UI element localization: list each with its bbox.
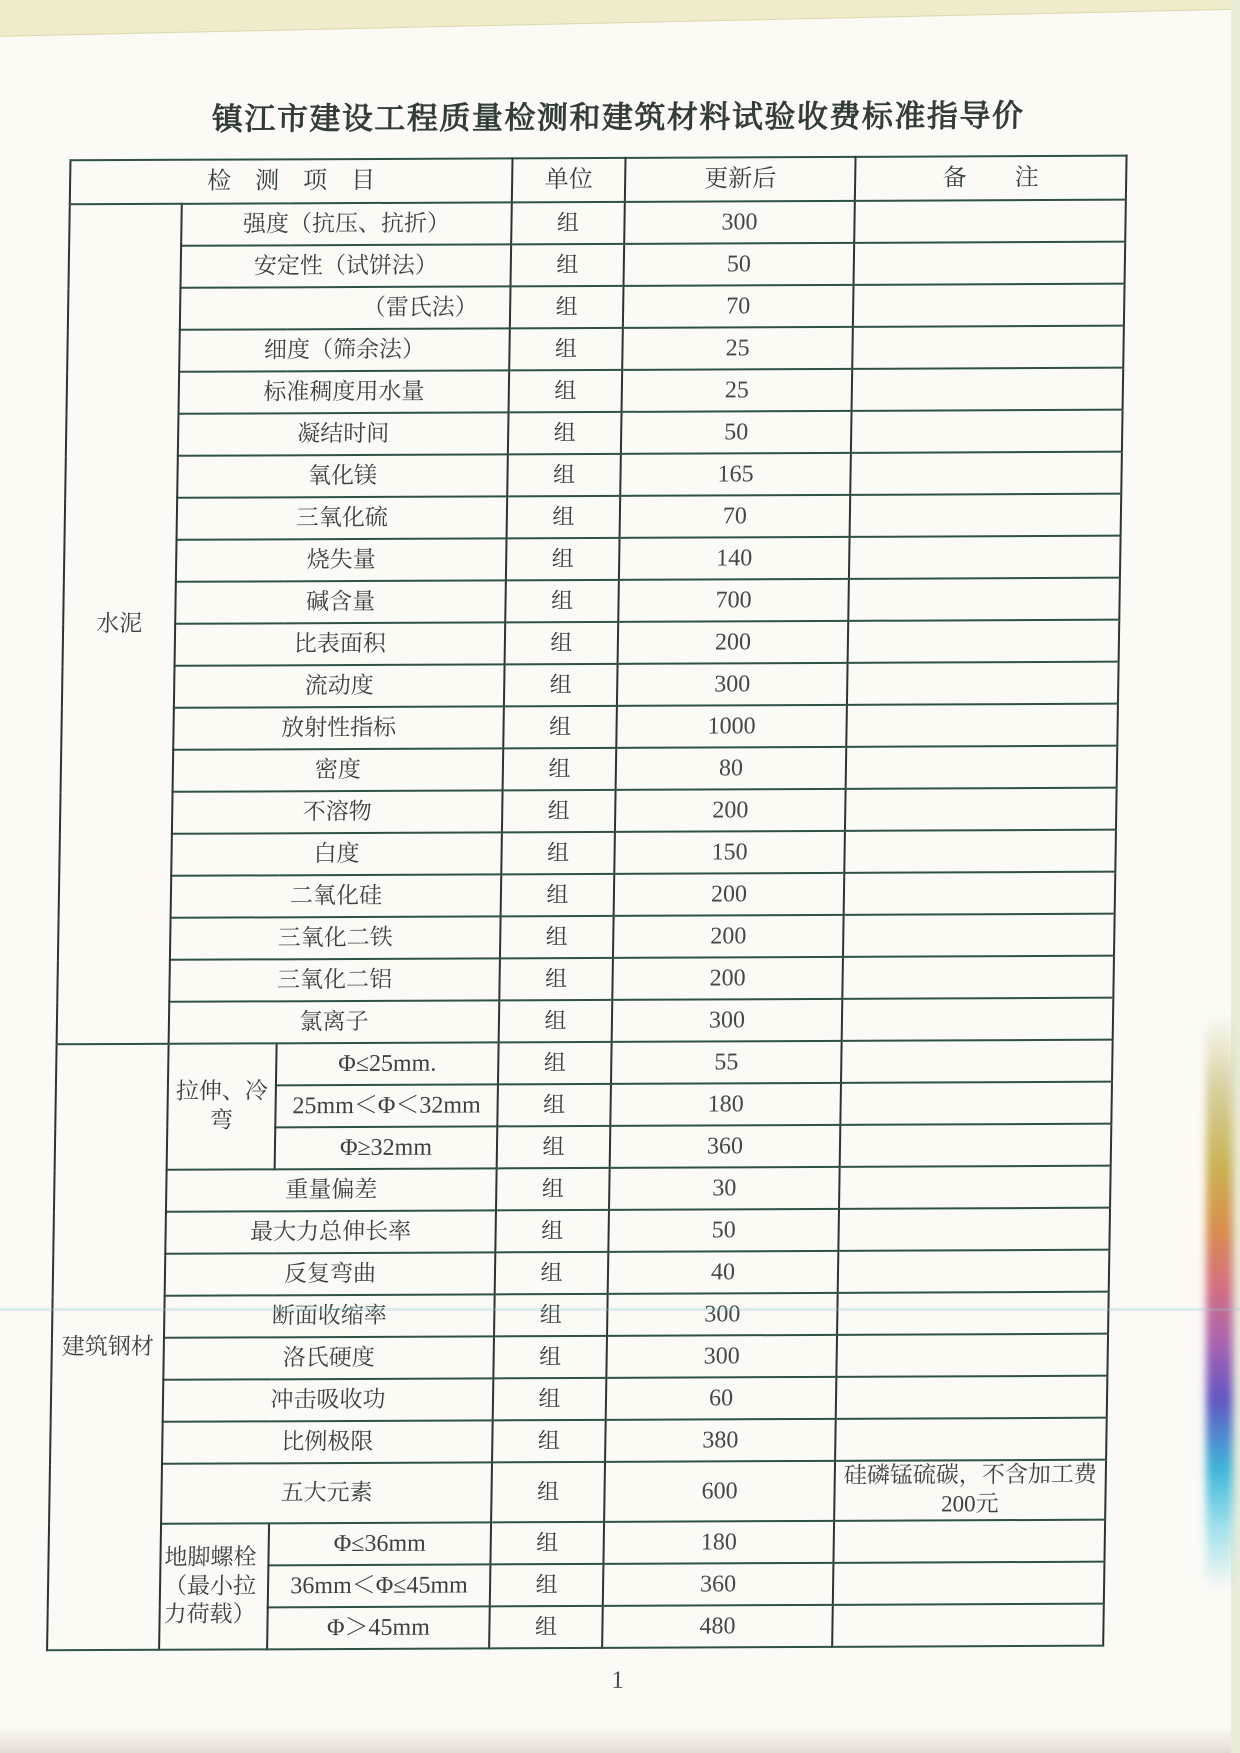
remark-cell xyxy=(843,914,1115,957)
remark-cell xyxy=(836,1334,1108,1377)
item-cell: 碱含量 xyxy=(175,580,506,623)
subgroup-cell: 拉伸、冷弯 xyxy=(167,1043,277,1169)
price-cell: 50 xyxy=(624,243,855,286)
remark-cell xyxy=(845,788,1117,831)
remark-cell xyxy=(853,284,1125,327)
price-cell: 200 xyxy=(618,621,849,664)
unit-cell: 组 xyxy=(493,1378,607,1420)
table-row xyxy=(49,1460,1106,1525)
table-row xyxy=(61,746,1118,793)
unit-cell: 组 xyxy=(508,412,622,454)
unit-cell: 组 xyxy=(490,1522,604,1564)
unit-cell: 组 xyxy=(499,1000,613,1042)
remark-cell xyxy=(832,1604,1104,1647)
price-cell: 70 xyxy=(620,495,851,538)
item-cell: 重量偏差 xyxy=(166,1168,497,1211)
price-cell: 50 xyxy=(621,411,852,454)
remark-cell xyxy=(840,1124,1112,1167)
price-cell: 360 xyxy=(603,1563,834,1606)
item-cell: 三氧化二铝 xyxy=(169,958,500,1001)
price-cell: 180 xyxy=(610,1083,841,1126)
item-cell: 五大元素 xyxy=(161,1462,492,1523)
remark-cell: 硅磷锰硫碳，不含加工费200元 xyxy=(834,1460,1106,1521)
price-cell: 1000 xyxy=(616,705,847,748)
table-row xyxy=(60,788,1117,835)
item-cell: Φ＞45mm xyxy=(267,1606,490,1649)
col-header-price: 更新后 xyxy=(625,157,856,202)
price-cell: 180 xyxy=(603,1521,834,1564)
unit-cell: 组 xyxy=(489,1606,603,1648)
unit-cell: 组 xyxy=(503,706,617,748)
remark-cell xyxy=(846,746,1118,789)
table-row xyxy=(59,872,1116,919)
table-row xyxy=(51,1334,1108,1381)
remark-cell xyxy=(839,1166,1111,1209)
table-row xyxy=(53,1208,1110,1255)
price-cell: 40 xyxy=(608,1251,839,1294)
price-cell: 25 xyxy=(622,327,853,370)
unit-cell: 组 xyxy=(500,916,614,958)
table-row xyxy=(53,1250,1110,1297)
remark-cell xyxy=(833,1562,1105,1605)
table-row xyxy=(68,284,1125,331)
price-cell: 200 xyxy=(615,789,846,832)
remark-cell xyxy=(851,410,1123,453)
item-cell: 安定性（试饼法） xyxy=(180,244,511,287)
item-cell: 三氧化二铁 xyxy=(170,916,501,959)
remark-cell xyxy=(854,200,1126,243)
unit-cell: 组 xyxy=(495,1252,609,1294)
page-title: 镇江市建设工程质量检测和建筑材料试验收费标准指导价 xyxy=(211,98,1025,137)
unit-cell: 组 xyxy=(493,1336,607,1378)
price-cell: 55 xyxy=(611,1041,842,1084)
unit-cell: 组 xyxy=(494,1294,608,1336)
unit-cell: 组 xyxy=(495,1210,609,1252)
unit-cell: 组 xyxy=(509,370,623,412)
table-header-row xyxy=(70,156,1127,205)
table-row xyxy=(51,1376,1108,1423)
price-cell: 30 xyxy=(609,1167,840,1210)
item-cell: 36mm＜Φ≤45mm xyxy=(268,1564,491,1607)
price-cell: 300 xyxy=(606,1335,837,1378)
unit-cell: 组 xyxy=(491,1462,605,1522)
table-row xyxy=(63,620,1120,667)
remark-cell xyxy=(852,326,1124,369)
remark-cell xyxy=(850,494,1122,537)
table-row xyxy=(54,1166,1111,1213)
price-cell: 25 xyxy=(622,369,853,412)
price-cell: 50 xyxy=(608,1209,839,1252)
unit-cell: 组 xyxy=(497,1126,611,1168)
price-cell: 150 xyxy=(614,831,845,874)
remark-cell xyxy=(840,1082,1112,1125)
price-cell: 200 xyxy=(613,915,844,958)
unit-cell: 组 xyxy=(507,454,621,496)
remark-cell xyxy=(847,662,1119,705)
scan-rainbow-artifact xyxy=(1206,1015,1233,1590)
unit-cell: 组 xyxy=(505,580,619,622)
item-cell: 不溶物 xyxy=(172,790,503,833)
remark-cell xyxy=(844,830,1116,873)
item-cell: 烧失量 xyxy=(176,538,507,581)
unit-cell: 组 xyxy=(501,874,615,916)
price-cell: 300 xyxy=(607,1293,838,1336)
col-header-item: 检 测 项 目 xyxy=(70,158,513,204)
price-cell: 70 xyxy=(623,285,854,328)
price-cell: 700 xyxy=(618,579,849,622)
remark-cell xyxy=(838,1208,1110,1251)
remark-cell xyxy=(838,1250,1110,1293)
price-cell: 200 xyxy=(614,873,845,916)
item-cell: 比表面积 xyxy=(175,622,506,665)
item-cell: 冲击吸收功 xyxy=(163,1378,494,1421)
item-cell: Φ≤36mm xyxy=(268,1522,491,1565)
table-row xyxy=(68,242,1125,289)
remark-cell xyxy=(833,1520,1105,1563)
table-row xyxy=(59,830,1116,877)
unit-cell: 组 xyxy=(502,790,616,832)
item-cell: 比例极限 xyxy=(162,1420,493,1463)
table-row xyxy=(62,662,1119,709)
unit-cell: 组 xyxy=(497,1084,611,1126)
price-cell: 360 xyxy=(610,1125,841,1168)
item-cell: 凝结时间 xyxy=(178,412,509,455)
remark-cell xyxy=(852,368,1124,411)
table-row xyxy=(67,326,1124,373)
item-cell: 最大力总伸长率 xyxy=(165,1210,496,1253)
unit-cell: 组 xyxy=(503,748,617,790)
scan-edge-bottom xyxy=(0,1727,1240,1753)
price-cell: 300 xyxy=(612,999,843,1042)
unit-cell: 组 xyxy=(509,328,623,370)
remark-cell xyxy=(849,536,1121,579)
remark-cell xyxy=(835,1418,1107,1461)
fee-table xyxy=(46,155,1128,1652)
table-row xyxy=(57,956,1114,1003)
unit-cell: 组 xyxy=(511,202,625,244)
category-cell: 水泥 xyxy=(57,204,182,1044)
item-cell: 断面收缩率 xyxy=(164,1294,495,1337)
table-row xyxy=(69,200,1126,247)
table-row xyxy=(52,1292,1109,1339)
unit-cell: 组 xyxy=(496,1168,610,1210)
item-cell: 流动度 xyxy=(174,664,505,707)
price-cell: 165 xyxy=(620,453,851,496)
table-row xyxy=(66,410,1123,457)
remark-cell xyxy=(848,620,1120,663)
item-cell: 密度 xyxy=(173,748,504,791)
category-cell: 建筑钢材 xyxy=(47,1044,169,1650)
remark-cell xyxy=(836,1376,1108,1419)
table-row xyxy=(57,998,1114,1045)
price-cell: 200 xyxy=(612,957,843,1000)
unit-cell: 组 xyxy=(492,1420,606,1462)
item-cell: 氧化镁 xyxy=(177,454,508,497)
table-row xyxy=(56,1040,1113,1087)
table-row xyxy=(63,578,1120,625)
item-cell: Φ≤25mm. xyxy=(276,1042,499,1085)
table-row xyxy=(64,536,1121,583)
unit-cell: 组 xyxy=(510,286,624,328)
unit-cell: 组 xyxy=(505,622,619,664)
remark-cell xyxy=(842,956,1114,999)
price-cell: 60 xyxy=(606,1377,837,1420)
item-cell: 白度 xyxy=(171,832,502,875)
unit-cell: 组 xyxy=(498,1042,612,1084)
item-cell: 洛氏硬度 xyxy=(163,1336,494,1379)
price-cell: 380 xyxy=(605,1419,836,1462)
page-number: 1 xyxy=(611,1666,625,1694)
item-cell: 25mm＜Φ＜32mm xyxy=(275,1084,498,1127)
table-row xyxy=(58,914,1115,961)
table-row xyxy=(66,368,1123,415)
price-cell: 300 xyxy=(624,201,855,244)
unit-cell: 组 xyxy=(499,958,613,1000)
remark-cell xyxy=(837,1292,1109,1335)
unit-cell: 组 xyxy=(507,496,621,538)
table-row xyxy=(50,1418,1107,1465)
item-cell: 反复弯曲 xyxy=(165,1252,496,1295)
remark-cell xyxy=(844,872,1116,915)
item-cell: 放射性指标 xyxy=(173,706,504,749)
unit-cell: 组 xyxy=(490,1564,604,1606)
table-row xyxy=(48,1520,1105,1567)
price-cell: 300 xyxy=(617,663,848,706)
table-row xyxy=(65,452,1122,499)
remark-cell xyxy=(854,242,1126,285)
unit-cell: 组 xyxy=(501,832,615,874)
unit-cell: 组 xyxy=(506,538,620,580)
remark-cell xyxy=(846,704,1118,747)
table-row xyxy=(61,704,1118,751)
item-cell: 三氧化硫 xyxy=(177,496,508,539)
item-cell: 细度（筛余法） xyxy=(179,328,510,371)
unit-cell: 组 xyxy=(511,244,625,286)
remark-cell xyxy=(850,452,1122,495)
price-cell: 80 xyxy=(616,747,847,790)
scan-line-artifact xyxy=(0,1308,1240,1311)
remark-cell xyxy=(848,578,1120,621)
remark-cell xyxy=(841,1040,1113,1083)
item-cell: 标准稠度用水量 xyxy=(178,370,509,413)
item-cell: 氯离子 xyxy=(169,1000,500,1043)
item-cell: Φ≥32mm xyxy=(275,1126,498,1169)
item-cell: 二氧化硅 xyxy=(171,874,502,917)
price-cell: 600 xyxy=(604,1461,835,1522)
col-header-unit: 单位 xyxy=(512,158,626,202)
price-cell: 140 xyxy=(619,537,850,580)
subgroup-cell: 地脚螺栓（最小拉力荷载） xyxy=(159,1523,269,1649)
unit-cell: 组 xyxy=(504,664,618,706)
remark-cell xyxy=(842,998,1114,1041)
table-row xyxy=(65,494,1122,541)
item-cell: 强度（抗压、抗折） xyxy=(181,202,512,245)
item-cell: （雷氏法） xyxy=(180,286,511,329)
col-header-remark: 备 注 xyxy=(855,156,1127,201)
price-cell: 480 xyxy=(602,1605,833,1648)
